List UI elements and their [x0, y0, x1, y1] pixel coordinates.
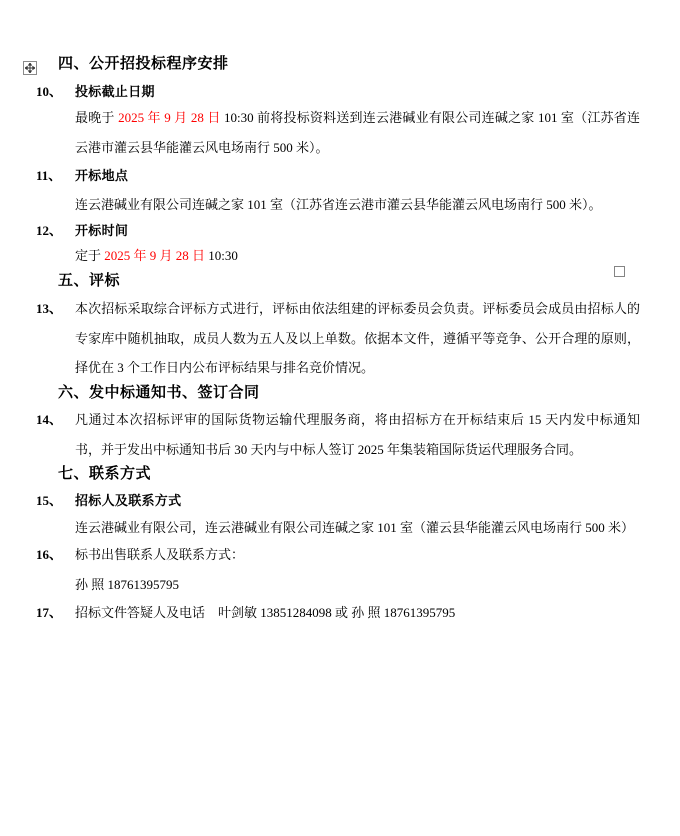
- body-text: 10:30 前将投标资料送到连云港碱业有限公司连碱之家 101 室（江苏省连云港市灌云县华能灌云风电场南行 500 米）。: [75, 110, 640, 155]
- item-title: 投标截止日期: [75, 84, 155, 99]
- item-title: 标书出售联系人及联系方式：: [75, 547, 245, 562]
- body-text: 10:30: [205, 248, 238, 263]
- item-10-body: [75, 103, 640, 162]
- item-12-body: [75, 241, 640, 271]
- section-heading-5: 五、评标: [58, 273, 121, 289]
- item-14: [36, 405, 640, 464]
- item-15-body: 连云港碱业有限公司，连云港碱业有限公司连碱之家 101 室（灌云县华能灌云风电场南行 500 米）: [75, 520, 635, 535]
- item-number: 10、: [36, 84, 63, 99]
- item-number: 15、: [36, 493, 63, 508]
- section-heading-6: 六、发中标通知书、签订合同: [58, 385, 260, 401]
- deadline-date: 2025 年 9 月 28 日: [118, 110, 221, 125]
- item-number: 17、: [36, 605, 63, 620]
- item-14-body: 凡通过本次招标评审的国际货物运输代理服务商，将由招标方在开标结束后 15 天内发中标通知书，并于发出中标通知书后 30 天内与中标人签订 2025 年集装箱国际货运代理服务合同。: [75, 412, 640, 457]
- item-16-heading: [36, 546, 244, 564]
- item-16-body: 孙 照 18761395795: [75, 577, 180, 592]
- item-17-body: 招标文件答疑人及电话 叶剑敏 13851284098 或 孙 照 18761395795: [75, 605, 456, 620]
- item-number: 13、: [36, 301, 63, 316]
- table-move-anchor-icon[interactable]: [23, 61, 37, 75]
- item-10-heading: [36, 83, 155, 101]
- section-heading-4: 四、公开招投标程序安排: [58, 56, 229, 72]
- item-number: 14、: [36, 412, 63, 427]
- item-title: 招标人及联系方式: [75, 493, 182, 508]
- item-title: 开标时间: [75, 223, 129, 238]
- item-15-heading: [36, 492, 181, 510]
- item-13-body: 本次招标采取综合评标方式进行，评标由依法组建的评标委员会负责。评标委员会成员由招标人的专家库中随机抽取，成员人数为五人及以上单数。依据本文件，遵循平等竞争、公开合理的原则，择优在 3 个工作日内公布评标结果与排名竞价情况。: [75, 301, 640, 375]
- item-13: [36, 294, 640, 383]
- item-11-body: 连云港碱业有限公司连碱之家 101 室（江苏省连云港市灌云县华能灌云风电场南行 500 米）。: [75, 197, 602, 212]
- opening-date: 2025 年 9 月 28 日: [104, 248, 206, 263]
- item-title: 开标地点: [75, 168, 129, 183]
- item-number: 12、: [36, 223, 63, 238]
- body-text: 定于: [75, 248, 105, 263]
- item-number: 16、: [36, 547, 63, 562]
- move-cross-icon: [25, 63, 35, 73]
- empty-object-marker: [614, 266, 625, 277]
- item-number: 11、: [36, 168, 62, 183]
- item-17: [36, 598, 640, 628]
- section-heading-7: 七、联系方式: [58, 466, 152, 482]
- body-text: 最晚于: [75, 110, 119, 125]
- item-11-heading: [36, 167, 128, 185]
- item-12-heading: [36, 222, 128, 240]
